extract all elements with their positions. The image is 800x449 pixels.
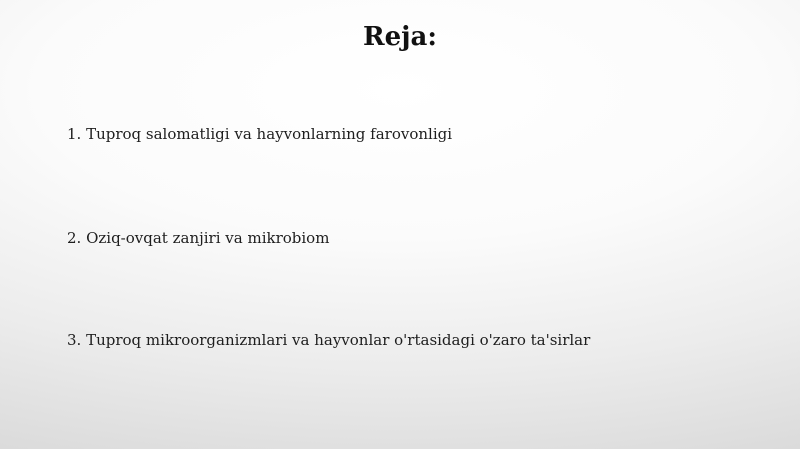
agenda-item-3: 3. Tuproq mikroorganizmlari va hayvonlar o'rtasidagi o'zaro ta'sirlar	[67, 331, 591, 349]
agenda-item-1: 1. Tuproq salomatligi va hayvonlarning farovonligi	[67, 125, 453, 143]
slide-title: Reja:	[362, 22, 437, 52]
agenda-item-2: 2. Oziq-ovqat zanjiri va mikrobiom	[67, 229, 330, 247]
